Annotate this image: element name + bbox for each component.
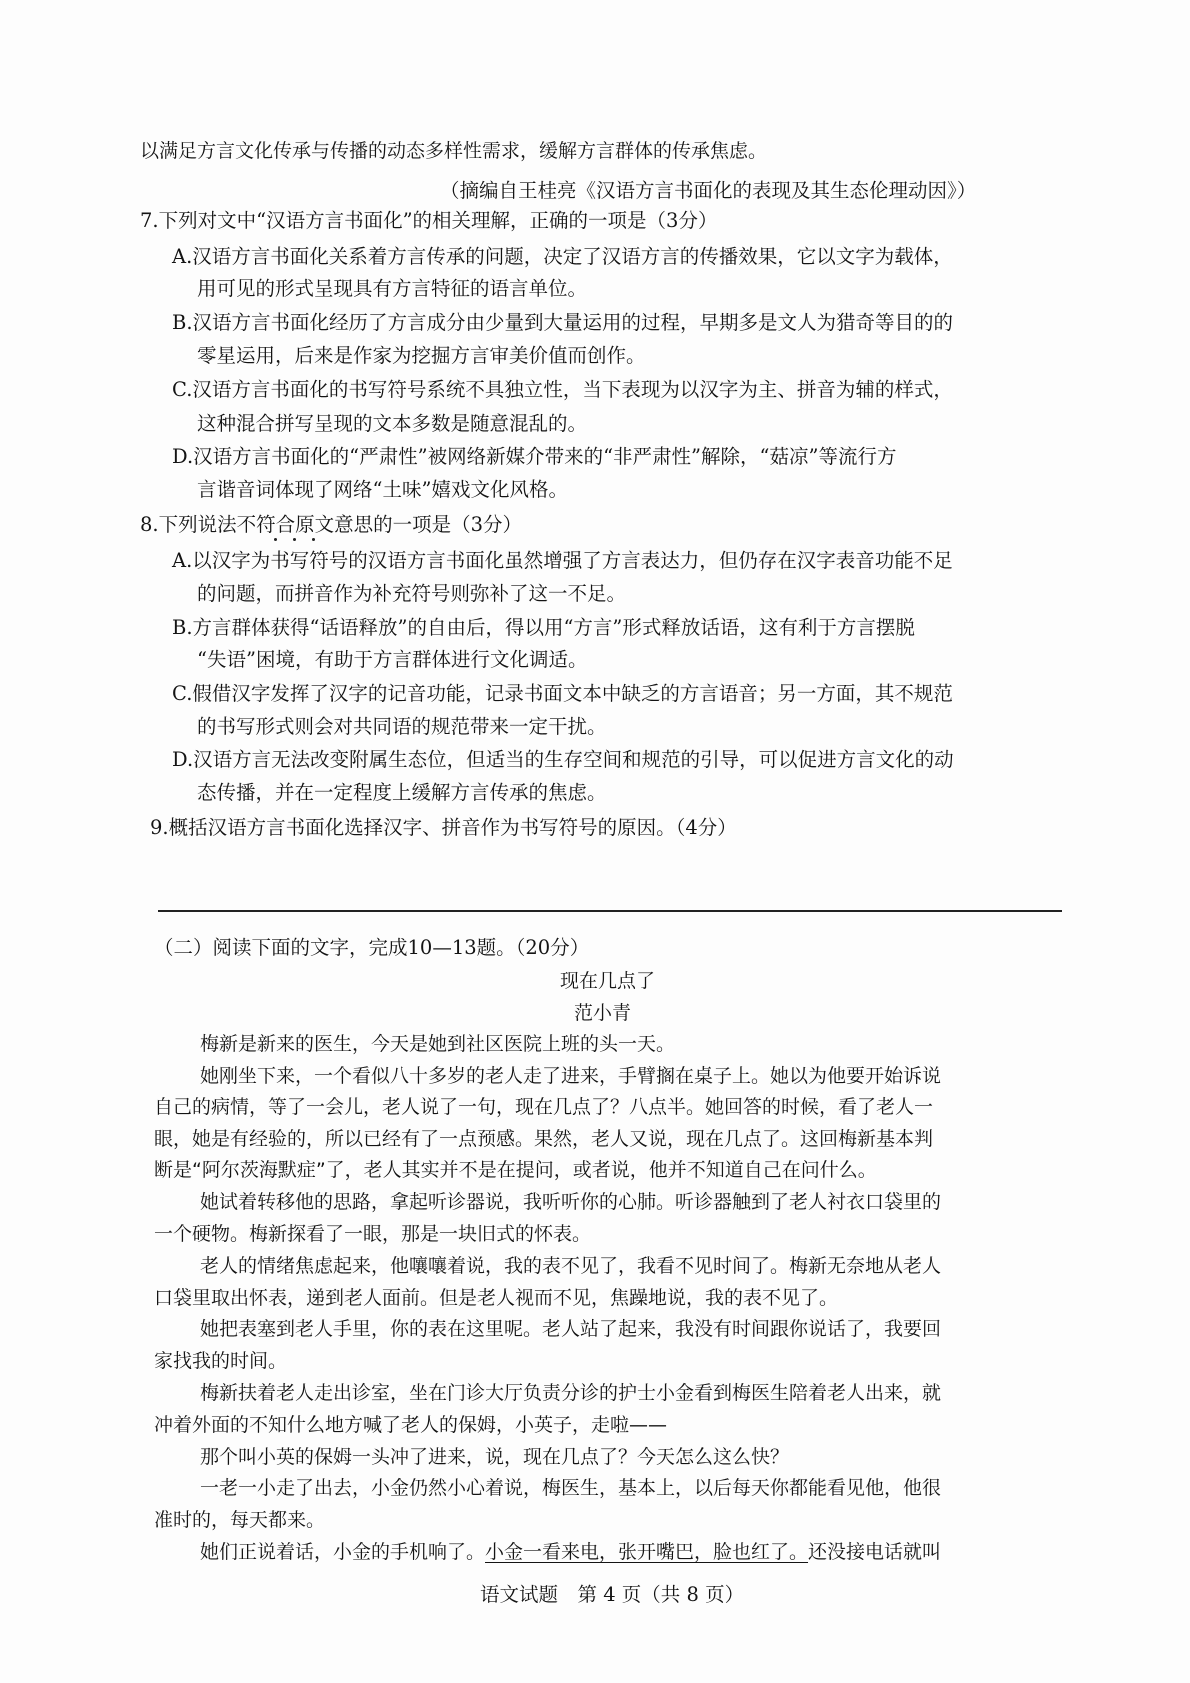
q7-option-c: C.汉语方言书面化的书写符号系统不具独立性，当下表现为以汉字为主、拼音为辅的样式， <box>172 378 953 401</box>
story-line: 她刚坐下来，一个看似八十多岁的老人走了进来，手臂搁在桌子上。她以为他要开始诉说 <box>200 1065 942 1087</box>
question-9-stem: 9.概括汉语方言书面化选择汉字、拼音作为书写符号的原因。（4分） <box>150 816 737 839</box>
story-line: 眼，她是有经验的，所以已经有了一点预感。果然，老人又说，现在几点了。这回梅新基本判 <box>154 1128 934 1150</box>
question-7-stem: 7.下列对文中“汉语方言书面化”的相关理解，正确的一项是（3分） <box>140 209 718 232</box>
story-line: 梅新扶着老人走出诊室，坐在门诊大厅负责分诊的护士小金看到梅医生陪着老人出来，就 <box>200 1382 942 1404</box>
story-title: 现在几点了 <box>560 970 656 992</box>
q8-option-a-cont: 的问题，而拼音作为补充符号则弥补了这一不足。 <box>197 582 627 605</box>
q7-option-a-cont: 用可见的形式呈现具有方言特征的语言单位。 <box>197 277 588 300</box>
story-line: 一个硬物。梅新探看了一眼，那是一块旧式的怀表。 <box>154 1223 592 1245</box>
q7-option-d-cont: 言谐音词体现了网络“土味”嬉戏文化风格。 <box>197 478 568 501</box>
emphasis-dot <box>312 538 315 541</box>
story-line: 梅新是新来的医生，今天是她到社区医院上班的头一天。 <box>200 1033 676 1055</box>
q8-option-b: B.方言群体获得“话语释放”的自由后，得以用“方言”形式释放话语，这有利于方言摆脱 <box>172 616 915 639</box>
answer-line <box>158 910 1062 912</box>
story-line: 老人的情绪焦虑起来，他嚷嚷着说，我的表不见了，我看不见时间了。梅新无奈地从老人 <box>200 1255 942 1277</box>
story-line: 准时的，每天都来。 <box>154 1509 326 1531</box>
story-line: 她把表塞到老人手里，你的表在这里呢。老人站了起来，我没有时间跟你说话了，我要回 <box>200 1318 942 1340</box>
emphasis-dot <box>274 538 277 541</box>
q8-option-b-cont: “失语”困境，有助于方言群体进行文化调适。 <box>197 648 588 671</box>
story-line: 口袋里取出怀表，递到老人面前。但是老人视而不见，焦躁地说，我的表不见了。 <box>154 1287 839 1309</box>
page-footer: 语文试题 第 4 页（共 8 页） <box>480 1583 745 1606</box>
story-author: 范小青 <box>574 1002 632 1024</box>
q8-option-d-cont: 态传播，并在一定程度上缓解方言传承的焦虑。 <box>197 781 607 804</box>
passage-last-line: 以满足方言文化传承与传播的动态多样性需求，缓解方言群体的传承焦虑。 <box>140 140 768 162</box>
q8-option-a: A.以汉字为书写符号的汉语方言书面化虽然增强了方言表达力，但仍存在汉字表音功能不足 <box>172 549 953 572</box>
q7-option-b: B.汉语方言书面化经历了方言成分由少量到大量运用的过程，早期多是文人为猎奇等目的的 <box>172 311 954 334</box>
story-last-line <box>200 1543 941 1562</box>
story-line: 断是“阿尔茨海默症”了，老人其实并不是在提问，或者说，他并不知道自己在问什么。 <box>154 1159 877 1181</box>
story-line: 一老一小走了出去，小金仍然小心着说，梅医生，基本上，以后每天你都能看见他，他很 <box>200 1477 942 1499</box>
passage-source: （摘编自王桂亮《汉语方言书面化的表现及其生态伦理动因》） <box>440 179 977 202</box>
section-2-header: （二）阅读下面的文字，完成10—13题。（20分） <box>154 936 590 959</box>
q7-option-b-cont: 零星运用，后来是作家为挖掘方言审美价值而创作。 <box>197 344 646 367</box>
q7-option-a: A.汉语方言书面化关系着方言传承的问题，决定了汉语方言的传播效果，它以文字为载体， <box>172 245 953 268</box>
story-text: 还没接电话就叫 <box>808 1541 942 1563</box>
story-line: 自己的病情，等了一会儿，老人说了一句，现在几点了？八点半。她回答的时候，看了老人一 <box>154 1096 934 1118</box>
story-line: 家找我的时间。 <box>154 1350 288 1372</box>
q7-option-c-cont: 这种混合拼写呈现的文本多数是随意混乱的。 <box>197 412 588 435</box>
story-line: 那个叫小英的保姆一头冲了进来，说，现在几点了？今天怎么这么快？ <box>200 1446 790 1468</box>
underlined-sentence: 小金一看来电，张开嘴巴，脸也红了。 <box>485 1541 809 1563</box>
emphasis-dot <box>293 538 296 541</box>
question-8-stem: 8.下列说法不符合原文意思的一项是（3分） <box>140 513 523 536</box>
story-line: 她试着转移他的思路，拿起听诊器说，我听听你的心肺。听诊器触到了老人衬衣口袋里的 <box>200 1191 942 1213</box>
q8-option-c: C.假借汉字发挥了汉字的记音功能，记录书面文本中缺乏的方言语音；另一方面，其不规范 <box>172 682 953 705</box>
story-line: 冲着外面的不知什么地方喊了老人的保姆，小英子，走啦—— <box>154 1414 668 1436</box>
q8-option-d: D.汉语方言无法改变附属生态位，但适当的生存空间和规范的引导，可以促进方言文化的动 <box>172 748 954 771</box>
q8-option-c-cont: 的书写形式则会对共同语的规范带来一定干扰。 <box>197 715 607 738</box>
q7-option-d: D.汉语方言书面化的“严肃性”被网络新媒介带来的“非严肃性”解除，“菇凉”等流行方 <box>172 445 897 468</box>
story-text: 她们正说着话，小金的手机响了。 <box>200 1541 486 1563</box>
